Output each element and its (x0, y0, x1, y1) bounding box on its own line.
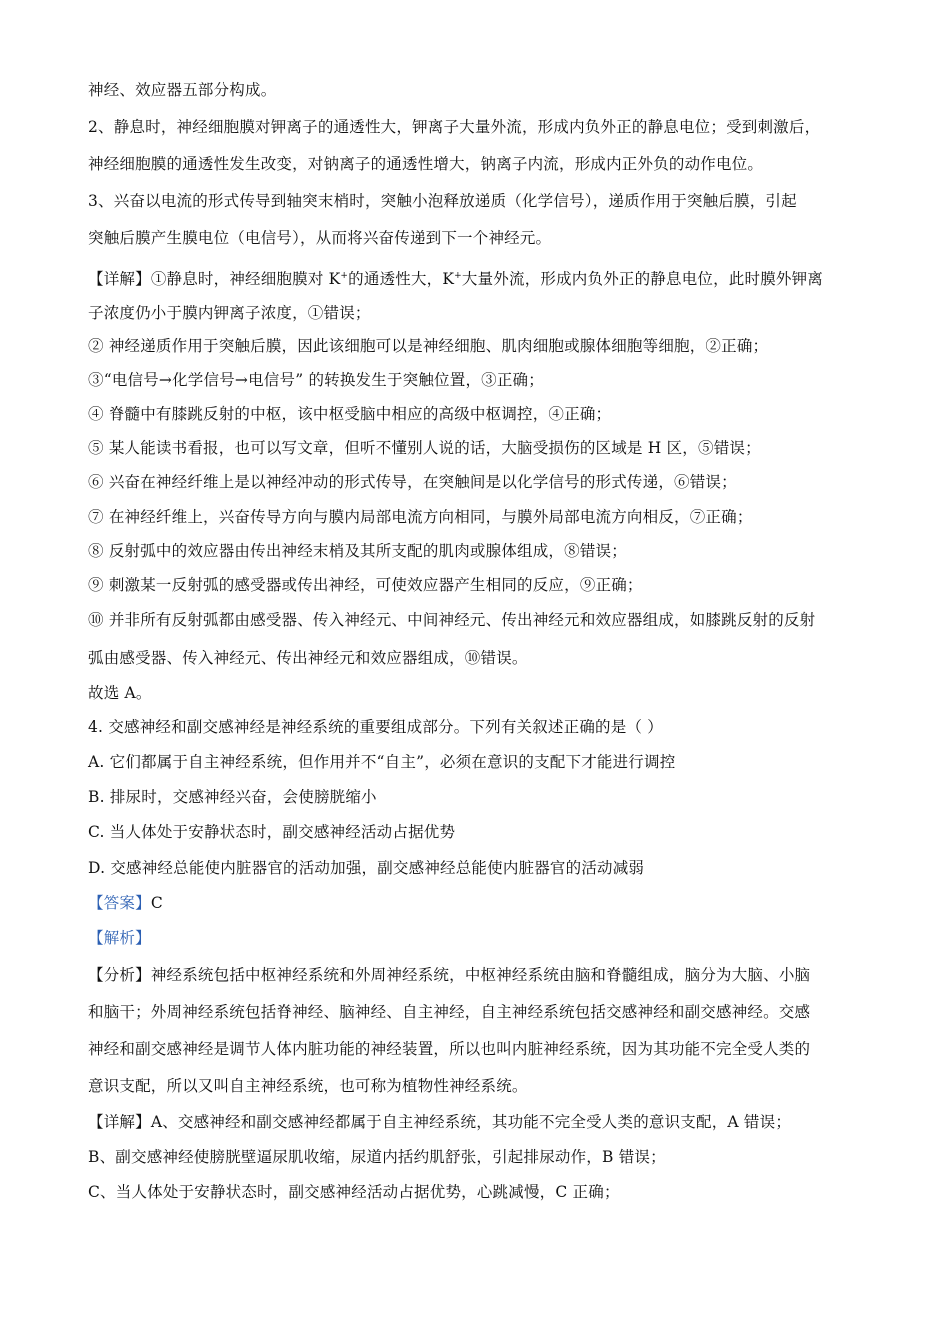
answer-tag: 【答案】 (88, 894, 151, 912)
detail-paragraph: 【详解】A、交感神经和副交感神经都属于自主神经系统，其功能不完全受人类的意识支配，A 错误； (88, 1113, 792, 1131)
list-item: ⑩ 并非所有反射弧都由感受器、传入神经元、中间神经元、传出神经元和效应器组成，如膝跳反射的反射 (88, 611, 816, 629)
text-line: 神经细胞膜的通透性发生改变，对钠离子的通透性增大，钠离子内流，形成内正外负的动作电位。 (88, 155, 764, 173)
list-item: ⑧ 反射弧中的效应器由传出神经末梢及其所支配的肌肉或腺体组成，⑧错误； (88, 542, 627, 560)
option-a: A. 它们都属于自主神经系统，但作用并不“自主”，必须在意识的支配下才能进行调控 (88, 753, 676, 771)
text-line: 2、静息时，神经细胞膜对钾离子的通透性大，钾离子大量外流，形成内负外正的静息电位；受到刺激后， (88, 118, 821, 136)
list-item: 弧由感受器、传入神经元、传出神经元和效应器组成，⑩错误。 (88, 649, 528, 667)
detail-tag: 【详解】 (88, 270, 151, 288)
text-line: C、当人体处于安静状态时，副交感神经活动占据优势，心跳减慢，C 正确； (88, 1183, 620, 1201)
analysis-tag: 【解析】 (88, 929, 151, 947)
detail-paragraph: 【详解】①静息时，神经细胞膜对 K+的通透性大，K+大量外流，形成内负外正的静息电位，此时膜外钾离 (88, 270, 824, 288)
analysis-paragraph: 【分析】神经系统包括中枢神经系统和外周神经系统，中枢神经系统由脑和脊髓组成，脑分为大脑、小脑 (88, 966, 811, 984)
option-c: C. 当人体处于安静状态时，副交感神经活动占据优势 (88, 823, 456, 841)
text-line: B、副交感神经使膀胱壁逼尿肌收缩，尿道内括约肌舒张，引起排尿动作，B 错误； (88, 1148, 666, 1166)
detail-head: 【详解】 (88, 1113, 151, 1131)
text-line: 突触后膜产生膜电位（电信号），从而将兴奋传递到下一个神经元。 (88, 229, 552, 247)
text-line: 子浓度仍小于膜内钾离子浓度，①错误； (88, 304, 371, 322)
choice-line: 故选 A。 (88, 684, 152, 702)
list-item: ⑤ 某人能读书看报，也可以写文章，但听不懂别人说的话，大脑受损伤的区域是 H 区，⑤错误； (88, 439, 761, 457)
text-line: 3、兴奋以电流的形式传导到轴突末梢时，突触小泡释放递质（化学信号），递质作用于突触后膜，引起 (88, 192, 797, 210)
text-line: 意识支配，所以又叫自主神经系统，也可称为植物性神经系统。 (88, 1077, 528, 1095)
text-line: 和脑干；外周神经系统包括脊神经、脑神经、自主神经，自主神经系统包括交感神经和副交感神经。交感 (88, 1003, 811, 1021)
text-line: 神经、效应器五部分构成。 (88, 81, 277, 99)
list-item: ④ 脊髓中有膝跳反射的中枢，该中枢受脑中相应的高级中枢调控，④正确； (88, 405, 612, 423)
analysis-head: 【分析】 (88, 966, 151, 984)
list-item: ⑥ 兴奋在神经纤维上是以神经冲动的形式传导，在突触间是以化学信号的形式传递，⑥错误； (88, 473, 737, 491)
option-d: D. 交感神经总能使内脏器官的活动加强，副交感神经总能使内脏器官的活动减弱 (88, 859, 645, 877)
question-stem: 4. 交感神经和副交感神经是神经系统的重要组成部分。下列有关叙述正确的是（ ） (88, 718, 663, 736)
answer-line (88, 893, 163, 913)
list-item: ② 神经递质作用于突触后膜，因此该细胞可以是神经细胞、肌肉细胞或腺体细胞等细胞，②正确； (88, 337, 769, 355)
text-line: 神经和副交感神经是调节人体内脏功能的神经装置，所以也叫内脏神经系统，因为其功能不完全受人类的 (88, 1040, 811, 1058)
option-b: B. 排尿时，交感神经兴奋，会使膀胱缩小 (88, 788, 377, 806)
list-item: ⑦ 在神经纤维上，兴奋传导方向与膜内局部电流方向相同，与膜外局部电流方向相反，⑦正确； (88, 508, 753, 526)
answer-value: C (150, 894, 163, 912)
list-item: ③“电信号→化学信号→电信号” 的转换发生于突触位置，③正确； (88, 371, 544, 389)
list-item: ⑨ 刺激某一反射弧的感受器或传出神经，可使效应器产生相同的反应，⑨正确； (88, 576, 643, 594)
